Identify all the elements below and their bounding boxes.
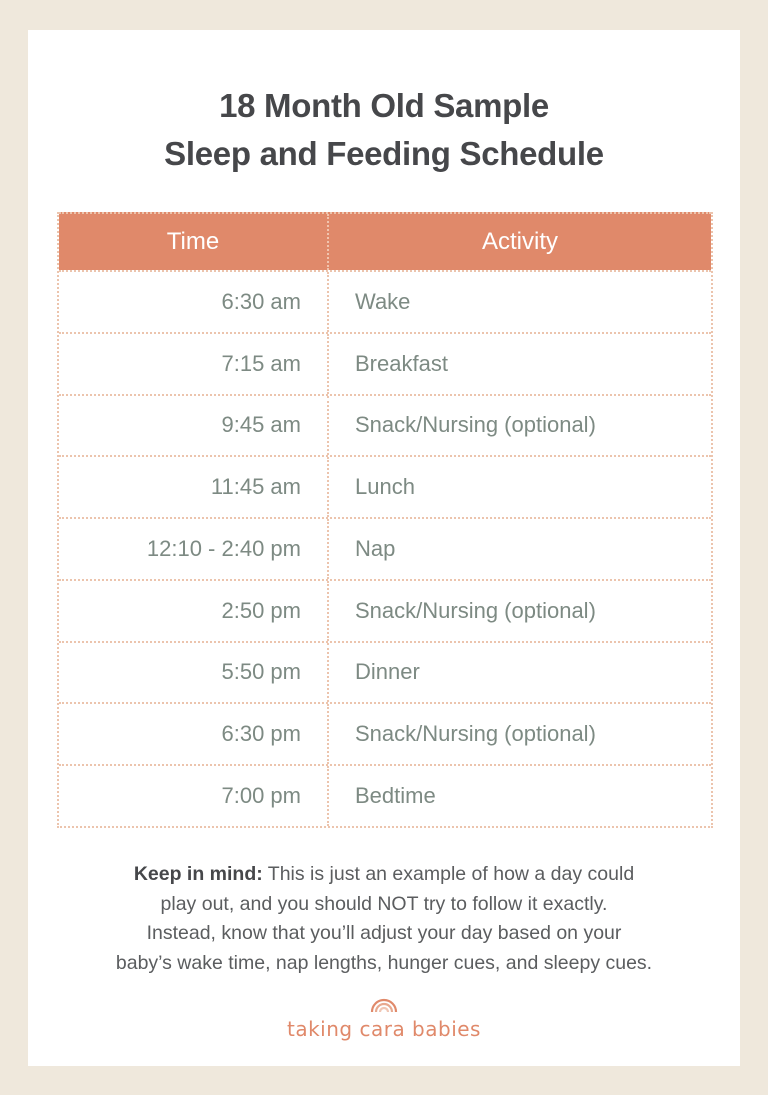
row-activity: Dinner (355, 659, 420, 685)
note-line-1 (0, 860, 768, 890)
brand-logo (0, 995, 768, 1041)
page-title (0, 82, 768, 178)
row-activity: Snack/Nursing (optional) (355, 721, 596, 747)
table-row (59, 641, 711, 703)
row-activity: Wake (355, 288, 411, 314)
note-line-3: Instead, know that you’ll adjust your day based on your (146, 922, 622, 944)
table-row (59, 455, 711, 517)
note-line-4: baby’s wake time, nap lengths, hunger cues, and sleepy cues. (115, 951, 653, 974)
table-row (59, 579, 711, 641)
row-time: 12:10 - 2:40 pm (59, 519, 329, 579)
table-row (59, 332, 711, 394)
row-activity: Breakfast (355, 350, 448, 376)
schedule-table (57, 212, 713, 828)
row-time: 7:15 am (59, 334, 329, 394)
row-time: 5:50 pm (59, 643, 329, 703)
row-activity: Lunch (355, 474, 415, 500)
row-activity: Snack/Nursing (optional) (355, 597, 596, 623)
table-row (59, 702, 711, 764)
row-activity: Bedtime (355, 782, 436, 808)
title-line-2: Sleep and Feeding Schedule (164, 135, 604, 172)
table-row (59, 764, 711, 826)
brand-name: taking cara babies (287, 1017, 481, 1041)
table-header (59, 212, 711, 270)
title-line-1: 18 Month Old Sample (219, 87, 549, 124)
keep-in-mind-note (0, 860, 768, 978)
note-line-2: play out, and you should NOT try to follow it exactly. (160, 892, 608, 915)
table-row (59, 517, 711, 579)
table-body (59, 270, 711, 826)
row-activity: Snack/Nursing (optional) (355, 412, 596, 438)
row-time: 7:00 pm (59, 766, 329, 826)
table-row (59, 394, 711, 456)
row-time: 11:45 am (59, 457, 329, 517)
row-time: 2:50 pm (59, 581, 329, 641)
row-time: 6:30 pm (59, 704, 329, 764)
header-activity: Activity (481, 228, 558, 255)
rainbow-icon (370, 995, 398, 1013)
row-time: 9:45 am (59, 396, 329, 456)
header-time: Time (59, 214, 329, 270)
row-activity: Nap (355, 535, 396, 561)
note-line-1-text: This is just an example of how a day could (262, 863, 635, 885)
row-time: 6:30 am (59, 272, 329, 332)
note-bold-label: Keep in mind: (133, 863, 263, 885)
table-row (59, 270, 711, 332)
